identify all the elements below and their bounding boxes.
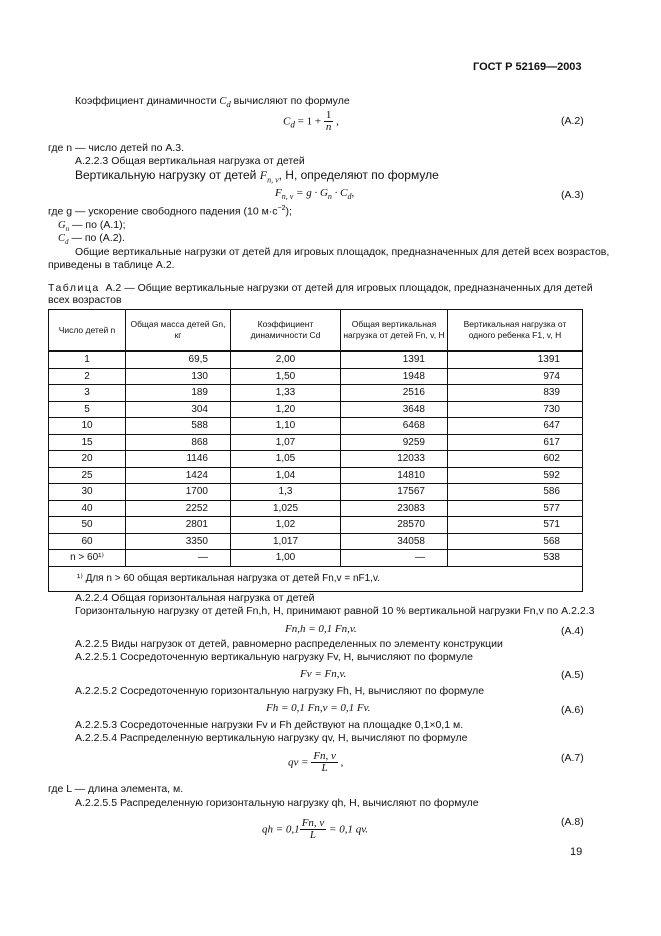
table-cell: 5 xyxy=(49,401,126,418)
table-row xyxy=(49,385,583,402)
table-cell: 3 xyxy=(49,385,126,402)
table-cell: 15 xyxy=(49,434,126,451)
col-header-mass: Общая масса детей Gn, кг xyxy=(126,310,231,352)
table-cell: 30 xyxy=(49,484,126,501)
table-cell: 1,017 xyxy=(231,533,341,550)
text-part-end: , Н, определяют по формуле xyxy=(278,168,439,182)
table-cell: 974 xyxy=(448,368,583,385)
eq-end: = 0,1 qv. xyxy=(326,823,369,836)
eq-lhs: C xyxy=(283,115,291,128)
table-cell: 839 xyxy=(448,385,583,402)
fraction-den: L xyxy=(309,829,317,841)
table-row xyxy=(49,467,583,484)
table-row xyxy=(49,533,583,550)
eq-label-a6: (А.6) xyxy=(561,704,584,716)
section-text-2224: Горизонтальную нагрузку от детей Fn,h, Н, принимают равной 10 % вертикальной нагрузки Fn,v по А.2.2.3 xyxy=(75,605,595,617)
eq-lhs: F xyxy=(275,187,282,199)
table-cell: 1391 xyxy=(341,351,448,368)
col-header-count: Число детей n xyxy=(49,310,126,352)
eq-label-a8: (А.8) xyxy=(561,816,584,828)
page-number: 19 xyxy=(570,846,583,858)
table-cell: 1,00 xyxy=(231,550,341,567)
where-cd-text: — по (А.2). xyxy=(71,232,125,244)
table-cell: 50 xyxy=(49,517,126,534)
fraction xyxy=(311,751,338,774)
table-cell: 571 xyxy=(448,517,583,534)
table-cell: 588 xyxy=(126,418,231,435)
table-cell: 1 xyxy=(49,351,126,368)
table-cell: 586 xyxy=(448,484,583,501)
table-cell: 23083 xyxy=(341,500,448,517)
table-row xyxy=(49,550,583,567)
table-cell: 28570 xyxy=(341,517,448,534)
table-cell: 1391 xyxy=(448,351,583,368)
eq-end: , xyxy=(337,756,344,769)
table-cell: 647 xyxy=(448,418,583,435)
table-row xyxy=(49,451,583,468)
table-footnote-row xyxy=(49,566,583,591)
table-cell: 868 xyxy=(126,434,231,451)
eq-rhs: = g · G xyxy=(293,187,328,199)
eq-end: , xyxy=(351,187,355,199)
table-cell: — xyxy=(126,550,231,567)
table-row xyxy=(49,434,583,451)
table-cell: n > 60¹⁾ xyxy=(49,550,126,567)
eq-label-a3: (А.3) xyxy=(561,189,584,201)
table-cell: 9259 xyxy=(341,434,448,451)
table-cell: 25 xyxy=(49,467,126,484)
equation-a7 xyxy=(288,751,343,774)
equation-a2 xyxy=(283,110,339,133)
table-row xyxy=(49,517,583,534)
where-l: где L — длина элемента, м. xyxy=(48,783,184,795)
table-cell: 730 xyxy=(448,401,583,418)
section-heading-2223: А.2.2.3 Общая вертикальная нагрузка от детей xyxy=(75,155,305,167)
table-cell: 1,3 xyxy=(231,484,341,501)
paragraph-cont: приведены в таблице А.2. xyxy=(48,259,175,271)
table-cell: 3350 xyxy=(126,533,231,550)
where-gn-text: — по (А.1); xyxy=(72,219,126,231)
where-g-end: ); xyxy=(285,205,292,218)
table-cell: 592 xyxy=(448,467,583,484)
symbol-c: C xyxy=(219,96,227,107)
equation-a3 xyxy=(275,187,354,201)
table-cell: 14810 xyxy=(341,467,448,484)
table-cell: 2801 xyxy=(126,517,231,534)
fraction-den: n xyxy=(325,121,332,133)
table-cell: 1424 xyxy=(126,467,231,484)
table-cell: 602 xyxy=(448,451,583,468)
fraction-num: Fn, v xyxy=(313,750,336,762)
table-cell: 1,05 xyxy=(231,451,341,468)
section-2225-1: А.2.2.5.1 Сосредоточенную вертикальную нагрузку Fv, Н, вычисляют по формуле xyxy=(75,651,473,663)
where-n: где n — число детей по А.3. xyxy=(48,142,185,154)
table-caption xyxy=(48,282,593,294)
section-heading-2225: А.2.2.5 Виды нагрузок от детей, равномерно распределенных по элементу конструкции xyxy=(75,638,503,650)
where-g-text: где g — ускорение свободного падения (10 м·с xyxy=(48,205,278,218)
equation-a8 xyxy=(262,818,368,841)
table-cell: 1,33 xyxy=(231,385,341,402)
table-header-row xyxy=(49,310,583,352)
fraction xyxy=(300,818,327,841)
standard-header: ГОСТ Р 52169—2003 xyxy=(473,61,582,73)
text-part: Вертикальную нагрузку от детей xyxy=(75,168,260,182)
fraction-num: 1 xyxy=(325,109,332,121)
table-cell: 1,20 xyxy=(231,401,341,418)
table-cell: 2,00 xyxy=(231,351,341,368)
table-cell: 12033 xyxy=(341,451,448,468)
fraction-den: L xyxy=(321,762,328,774)
eq-lhs: qv = xyxy=(288,756,312,769)
eq-rhs-sub: n xyxy=(327,192,332,202)
table-row xyxy=(49,484,583,501)
fraction xyxy=(324,110,334,133)
table-cell: 69,5 xyxy=(126,351,231,368)
section-2225-3: А.2.2.5.3 Сосредоточенные нагрузки Fv и Fh действуют на площадке 0,1×0,1 м. xyxy=(75,719,464,731)
fraction-num: Fn, v xyxy=(301,817,325,829)
table-cell: 617 xyxy=(448,434,583,451)
symbol-sub: n, v xyxy=(267,175,279,185)
table-cell: 1,04 xyxy=(231,467,341,484)
table-cell: 1,10 xyxy=(231,418,341,435)
table-cell: 2516 xyxy=(341,385,448,402)
col-header-total: Общая вертикальная нагрузка от детей Fn, v, Н xyxy=(341,310,448,352)
table-cell: 3648 xyxy=(341,401,448,418)
where-gn: $G_n$ — по (А.1); xyxy=(58,219,126,234)
section-2225-4: А.2.2.5.4 Распределенную вертикальную нагрузку qv, Н, вычисляют по формуле xyxy=(75,732,468,744)
table-cell: 40 xyxy=(49,500,126,517)
col-header-single: Вертикальная нагрузка от одного ребенка F1, v, Н xyxy=(448,310,583,352)
intro-text-end: вычисляют по формуле xyxy=(230,95,350,107)
symbol-sub: d xyxy=(226,99,231,110)
equation-a5: Fv = Fn,v. xyxy=(300,668,347,680)
table-cell: 1700 xyxy=(126,484,231,501)
table-row xyxy=(49,418,583,435)
table-row xyxy=(49,368,583,385)
table-cell: 538 xyxy=(448,550,583,567)
table-cell: 189 xyxy=(126,385,231,402)
table-row xyxy=(49,401,583,418)
where-g xyxy=(48,205,292,218)
intro-text: Коэффициент динамичности xyxy=(75,95,220,107)
eq-lhs-sub: d xyxy=(290,119,295,130)
eq-end: , xyxy=(333,115,339,128)
table-cell: 60 xyxy=(49,533,126,550)
table-cell: 1,02 xyxy=(231,517,341,534)
caption-label: Таблица xyxy=(48,282,100,294)
table-row xyxy=(49,351,583,368)
table-caption-cont: всех возрастов xyxy=(48,294,122,306)
where-cd: $C_d$ — по (А.2). xyxy=(58,232,125,247)
intro-line xyxy=(75,95,350,109)
caption-text: А.2 — Общие вертикальные нагрузки от детей для игровых площадок, предназначенных для детей xyxy=(105,282,593,294)
table-cell: 1146 xyxy=(126,451,231,468)
table-cell: 17567 xyxy=(341,484,448,501)
eq-mid: = 1 + xyxy=(294,115,324,128)
equation-a4: Fn,h = 0,1 Fn,v. xyxy=(285,623,357,635)
table-cell: 10 xyxy=(49,418,126,435)
table-cell: 1,025 xyxy=(231,500,341,517)
section-text-2223 xyxy=(75,168,439,184)
loads-table xyxy=(48,309,583,592)
table-cell: 1,07 xyxy=(231,434,341,451)
eq-lhs-sub: n, v xyxy=(281,192,294,202)
table-cell: 34058 xyxy=(341,533,448,550)
eq-label-a5: (А.5) xyxy=(561,669,584,681)
table-row xyxy=(49,500,583,517)
table-cell: 6468 xyxy=(341,418,448,435)
paragraph: Общие вертикальные нагрузки от детей для игровых площадок, предназначенных для детей всех возрастов, xyxy=(75,246,610,258)
eq-label-a2: (А.2) xyxy=(561,115,584,127)
table-cell: 20 xyxy=(49,451,126,468)
eq-lhs: qh = 0,1 xyxy=(262,823,300,836)
table-footnote: ¹⁾ Для n > 60 общая вертикальная нагрузка от детей Fn,v = nF1,v. xyxy=(49,566,583,591)
eq-label-a4: (А.4) xyxy=(561,625,584,637)
table-cell: — xyxy=(341,550,448,567)
eq-rhs-sub2: d xyxy=(347,192,352,202)
table-cell: 1948 xyxy=(341,368,448,385)
col-header-coef: Коэффициент динамичности Cd xyxy=(231,310,341,352)
table-cell: 304 xyxy=(126,401,231,418)
table-cell: 2252 xyxy=(126,500,231,517)
eq-rhs-b: · C xyxy=(331,187,348,199)
table-cell: 1,50 xyxy=(231,368,341,385)
where-g-sup: −2 xyxy=(277,205,286,212)
equation-a6: Fh = 0,1 Fn,v = 0,1 Fv. xyxy=(266,702,371,714)
table-cell: 568 xyxy=(448,533,583,550)
section-2225-5: А.2.2.5.5 Распределенную горизонтальную нагрузку qh, Н, вычисляют по формуле xyxy=(75,797,479,809)
eq-label-a7: (А.7) xyxy=(561,752,584,764)
table-cell: 577 xyxy=(448,500,583,517)
symbol-f: F xyxy=(259,168,268,182)
table-cell: 130 xyxy=(126,368,231,385)
table-body xyxy=(49,351,583,591)
table-cell: 2 xyxy=(49,368,126,385)
section-2225-2: А.2.2.5.2 Сосредоточенную горизонтальную нагрузку Fh, Н, вычисляют по формуле xyxy=(75,685,485,697)
section-heading-2224: А.2.2.4 Общая горизонтальная нагрузка от детей xyxy=(75,592,315,604)
